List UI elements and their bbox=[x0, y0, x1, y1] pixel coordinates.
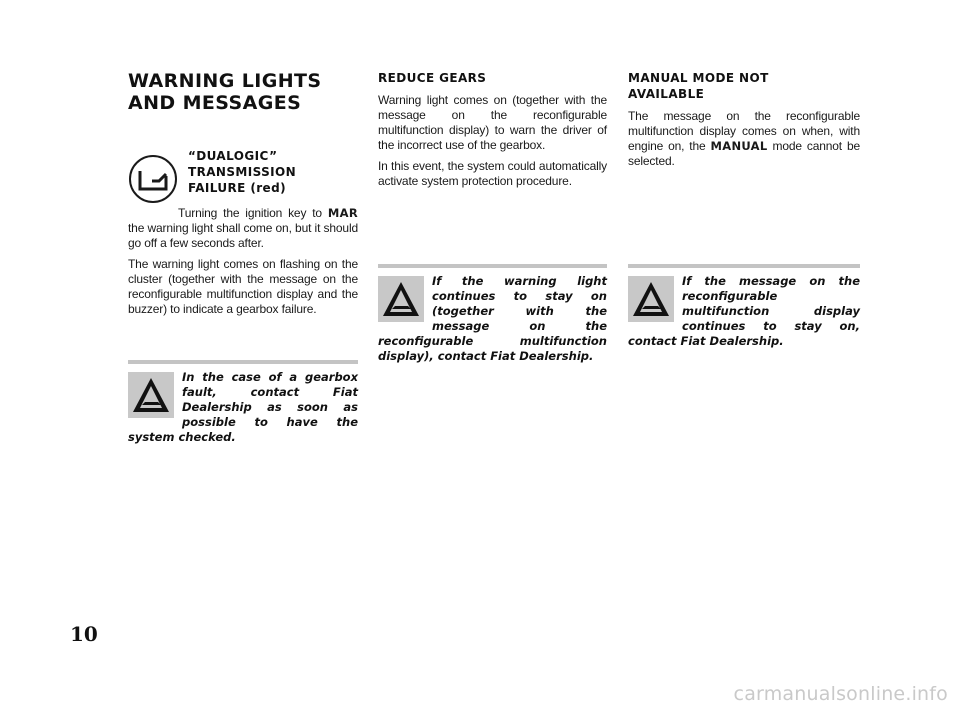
warning-triangle-car-icon bbox=[378, 276, 424, 322]
dualogic-lamp-block bbox=[128, 148, 358, 206]
warning-triangle-car-icon bbox=[128, 372, 174, 418]
reduce-gears-paragraph-1: Warning light comes on (together with the message on the reconfigurable multifunction display) to warn the driver of the incorrect use of the gearbox. bbox=[378, 93, 607, 152]
dualogic-paragraph-2: The warning light comes on flashing on the cluster (together with the message on the reconfigurable multifunction display and the buzzer) to indicate a gearbox failure. bbox=[128, 257, 358, 316]
page-number: 10 bbox=[70, 622, 98, 646]
column-manual-mode bbox=[628, 70, 860, 175]
warning-box-reduce-gears bbox=[378, 264, 607, 364]
column-reduce-gears bbox=[378, 70, 607, 195]
gearbox-failure-lamp-icon bbox=[128, 154, 178, 204]
warning-box-manual-mode bbox=[628, 264, 860, 349]
reduce-gears-paragraph-2: In this event, the system could automatically activate system protection procedure. bbox=[378, 159, 607, 188]
page-title: WARNING LIGHTS AND MESSAGES bbox=[128, 70, 322, 114]
dualogic-paragraph-1: Turning the ignition key to MAR the warning light shall come on, but it should go off a few seconds after. bbox=[128, 206, 358, 250]
dualogic-heading: “DUALOGIC” TRANSMISSION FAILURE (red) bbox=[188, 149, 297, 195]
column-dualogic bbox=[128, 70, 358, 323]
warning-triangle-car-icon bbox=[628, 276, 674, 322]
warning-text-reduce-gears: If the warning light continues to stay on (together with the message on the reconfigurable multifunction display), contact Fiat Dealership. bbox=[378, 274, 607, 363]
warning-text-dualogic: In the case of a gearbox fault, contact Fiat Dealership as soon as possible to have the system checked. bbox=[128, 370, 358, 444]
watermark: carmanualsonline.info bbox=[733, 683, 948, 705]
reduce-gears-heading: REDUCE GEARS bbox=[378, 71, 487, 85]
warning-box-dualogic bbox=[128, 360, 358, 445]
warning-text-manual-mode: If the message on the reconfigurable multifunction display continues to stay on, contact Fiat Dealership. bbox=[628, 274, 860, 348]
manual-mode-heading: MANUAL MODE NOT AVAILABLE bbox=[628, 71, 769, 101]
manual-mode-paragraph: The message on the reconfigurable multifunction display comes on when, with engine on, the MANUAL mode cannot be selected. bbox=[628, 109, 860, 168]
